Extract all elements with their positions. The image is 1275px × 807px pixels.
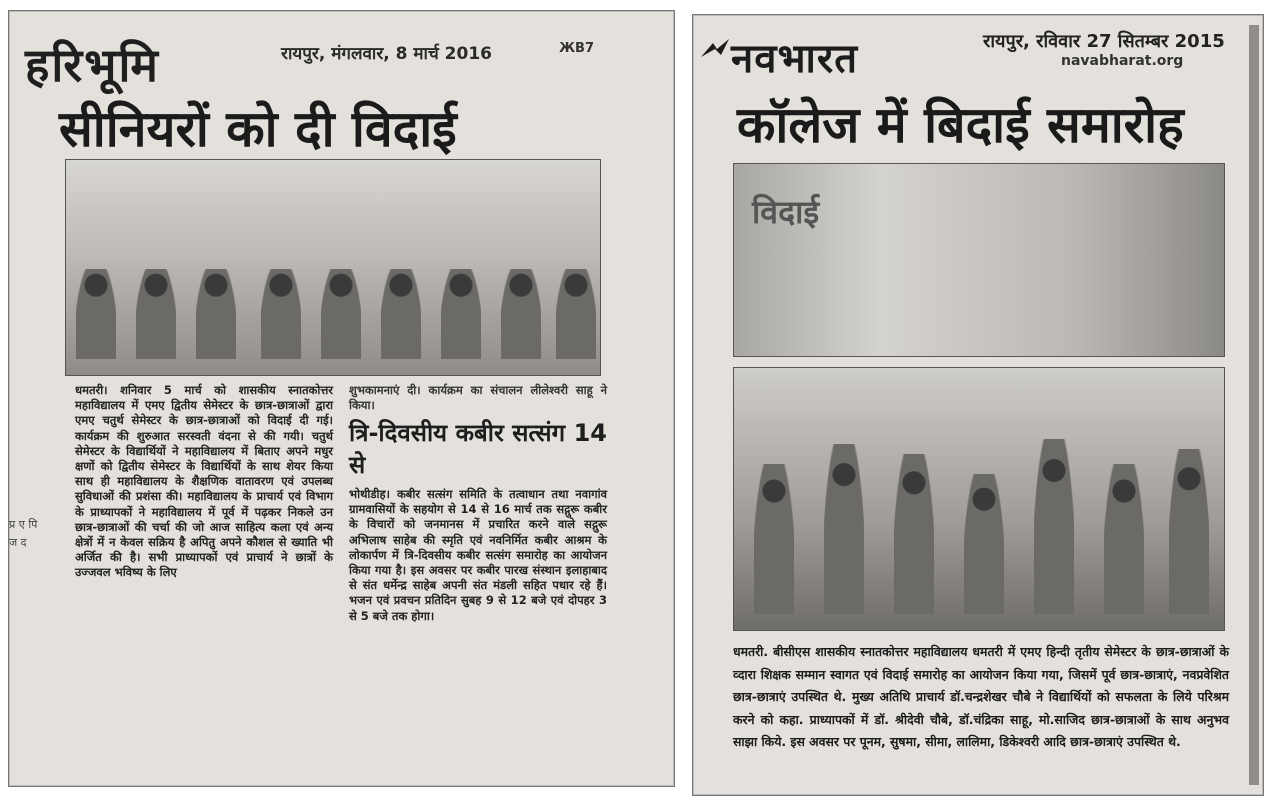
person-figure	[1034, 439, 1074, 614]
person-figure	[1104, 464, 1144, 614]
person-figure	[381, 269, 421, 359]
left-article-column-1: धमतरी। शनिवार 5 मार्च को शासकीय स्नातकोत्तर महाविद्यालय में एमए द्वितीय सेमेस्टर के छात्र-छात्राओं द्वारा एमए चतुर्थ सेमेस्टर के छात्र-छात्राओं को विदाई दी गई। कार्यक्रम की शुरुआत सरस्वती वंदना से की गयी। चतुर्थ सेमेस्टर के विद्यार्थियों ने महाविद्यालय में बिताए अपने मधुर क्षणों को द्वितीय सेमेस्टर के विद्यार्थियों के साथ शेयर किया साथ ही महाविद्यालय के शैक्षणिक वातावरण एवं उपलब्ध सुविधाओं की प्रशंसा की। महाविद्यालय के प्राचार्य एवं विभाग के प्राध्यापकों ने महाविद्यालय में पूर्व में पढ़कर निकले उन छात्र-छात्राओं की चर्चा की जो आज साहित्य कला एवं अन्य क्षेत्रों में न केवल सक्रिय है अपितु अपने कौशल से ख्याति भी अर्जित की है। सभी प्राध्यापकों एवं प्राचार्य ने छात्रों के उज्जवल भविष्य के लिए	[75, 383, 333, 580]
photo-people-group	[66, 249, 600, 359]
left-newspaper-clipping	[8, 10, 675, 787]
person-figure	[196, 269, 236, 359]
kabir-satsang-article: भोथीडीह। कबीर सत्संग समिति के तत्वाधान तथा नवागांव ग्रामवासियों के सहयोग से 14 से 16 मार्च तक सद्गुरू कबीर के विचारों को जनमानस में प्रचारित करने वाले सद्गुरू अभिलाष साहेब की स्मृति एवं नवनिर्मित कबीर आश्रम के लोकार्पण में त्रि-दिवसीय कबीर सत्संग समारोह का आयोजन किया गया है। इस अवसर पर कबीर पारख संस्थान इलाहाबाद से संत धर्मेन्द्र साहेब अपनी संत मंडली सहित पधार रहे हैं। भजन एवं प्रवचन प्रतिदिन सुबह 9 से 12 बजे एवं दोपहर 3 से 5 बजे तक होगा।	[349, 487, 607, 623]
audience-people-group	[734, 414, 1224, 614]
left-farewell-photo	[65, 159, 601, 376]
left-headline: सीनियरों को दी विदाई	[59, 100, 457, 158]
left-dateline: रायपुर, मंगलवार, 8 मार्च 2016	[281, 44, 492, 64]
person-figure	[556, 269, 596, 359]
person-figure	[824, 444, 864, 614]
haribhoomi-logo: हरिभूमि	[25, 38, 160, 92]
person-figure	[501, 269, 541, 359]
person-figure	[754, 464, 794, 614]
stage-board-text: विदाई	[752, 193, 820, 231]
left-corner-mark: ЖВ7	[559, 41, 594, 56]
navbharat-bird-icon	[699, 37, 733, 61]
right-stage-photo	[733, 163, 1225, 357]
kabir-satsang-subheadline: त्रि-दिवसीय कबीर सत्संग 14 से	[349, 419, 607, 479]
person-figure	[136, 269, 176, 359]
left-masthead-row	[19, 33, 664, 92]
left-article-column-2	[349, 383, 607, 624]
person-figure	[76, 269, 116, 359]
right-audience-photo	[733, 367, 1225, 631]
right-website-url: navabharat.org	[1061, 53, 1184, 69]
person-figure	[261, 269, 301, 359]
right-newspaper-clipping	[692, 14, 1264, 796]
navbharat-logo: नवभारत	[731, 35, 859, 82]
person-figure	[441, 269, 481, 359]
left-margin-fragment: प्र ए पि ज द	[9, 518, 38, 549]
person-figure	[894, 454, 934, 614]
person-figure	[321, 269, 361, 359]
right-dateline: रायपुर, रविवार 27 सितम्बर 2015	[983, 31, 1225, 52]
person-figure	[1169, 449, 1209, 614]
right-headline: कॉलेज में बिदाई समारोह	[737, 96, 1184, 154]
column2-lead-in: शुभकामनाएं दी। कार्यक्रम का संचालन लीलेश्वरी साहू ने किया।	[349, 383, 607, 412]
right-article-body: धमतरी. बीसीएस शासकीय स्नातकोत्तर महाविद्यालय धमतरी में एमए हिन्दी तृतीय सेमेस्टर के छात्र-छात्राओं के व्दारा शिक्षक सम्मान स्वागत एवं विदाई समारोह का आयोजन किया गया, जिसमें पूर्व छात्र-छात्राएं, नवप्रवेशित छात्र-छात्राएं उपस्थित थे. मुख्य अतिथि प्राचार्य डॉ.चन्द्रशेखर चौबे ने विद्यार्थियों को सफलता के लिये परिश्रम करने को कहा. प्राध्यापकों में डॉ. श्रीदेवी चौबे, डॉ.चंद्रिका साहू, मो.साजिद छात्र-छात्राओं के साथ अनुभव साझा किये. इस अवसर पर पूनम, सुषमा, सीमा, लालिमा, डिकेश्वरी आदि छात्र-छात्राएं उपस्थित थे.	[733, 644, 1229, 749]
page-edge-shadow	[1249, 25, 1259, 785]
person-figure	[964, 474, 1004, 614]
